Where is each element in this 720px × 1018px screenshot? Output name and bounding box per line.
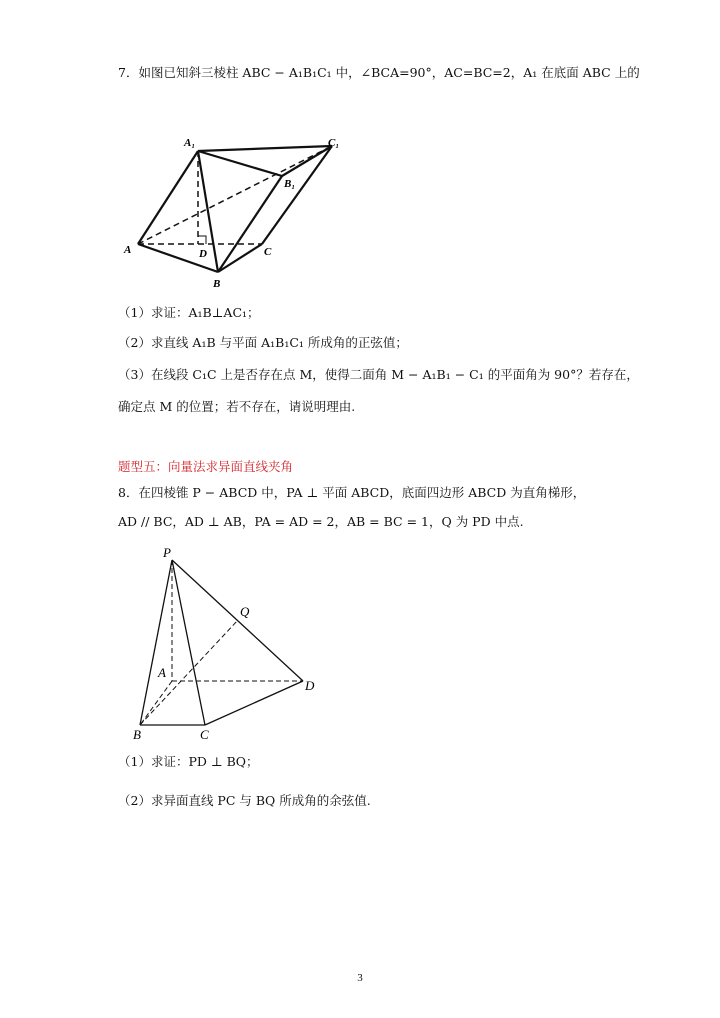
problem8-q1: （1）求证：PD ⊥ BQ； <box>118 754 259 769</box>
label-A: A <box>124 244 132 256</box>
problem7-q3-line2: 确定点 M 的位置；若不存在，请说明理由. <box>118 399 356 414</box>
problem7-q3-line1: （3）在线段 C₁C 上是否存在点 M，使得二面角 M − A₁B₁ − C₁ 的平面角为 90°？若存在， <box>118 367 639 382</box>
label-C: C <box>264 246 272 258</box>
label-B1: B₁ <box>284 178 296 190</box>
label-C: C <box>200 727 209 742</box>
label-D: D <box>199 248 207 260</box>
problem8-q2: （2）求异面直线 PC 与 BQ 所成角的余弦值. <box>118 793 371 808</box>
label-D: D <box>305 678 315 693</box>
label-P: P <box>163 545 171 560</box>
problem7-q2: （2）求直线 A₁B 与平面 A₁B₁C₁ 所成角的正弦值； <box>118 335 408 350</box>
label-B: B <box>133 727 141 742</box>
section-title: 题型五：向量法求异面直线夹角 <box>118 459 294 474</box>
problem8-stem-line2: AD // BC，AD ⊥ AB，PA = AD = 2，AB = BC = 1，Q 为 PD 中点. <box>118 514 524 529</box>
problem7-q1: （1）求证：A₁B⊥AC₁； <box>118 305 260 320</box>
label-Q: Q <box>240 604 250 619</box>
label-A1: A₁ <box>184 137 196 149</box>
label-B: B <box>213 278 221 290</box>
label-A: A <box>158 665 166 680</box>
page-number: 3 <box>357 972 363 984</box>
label-C1: C₁ <box>328 137 340 149</box>
problem8-stem-line1: 8．在四棱锥 P − ABCD 中，PA ⊥ 平面 ABCD，底面四边形 ABCD 为直角梯形， <box>118 485 586 500</box>
problem7-stem: 7．如图已知斜三棱柱 ABC − A₁B₁C₁ 中，∠BCA=90°，AC=BC=2，A₁ 在底面 ABC 上的 <box>118 65 640 80</box>
